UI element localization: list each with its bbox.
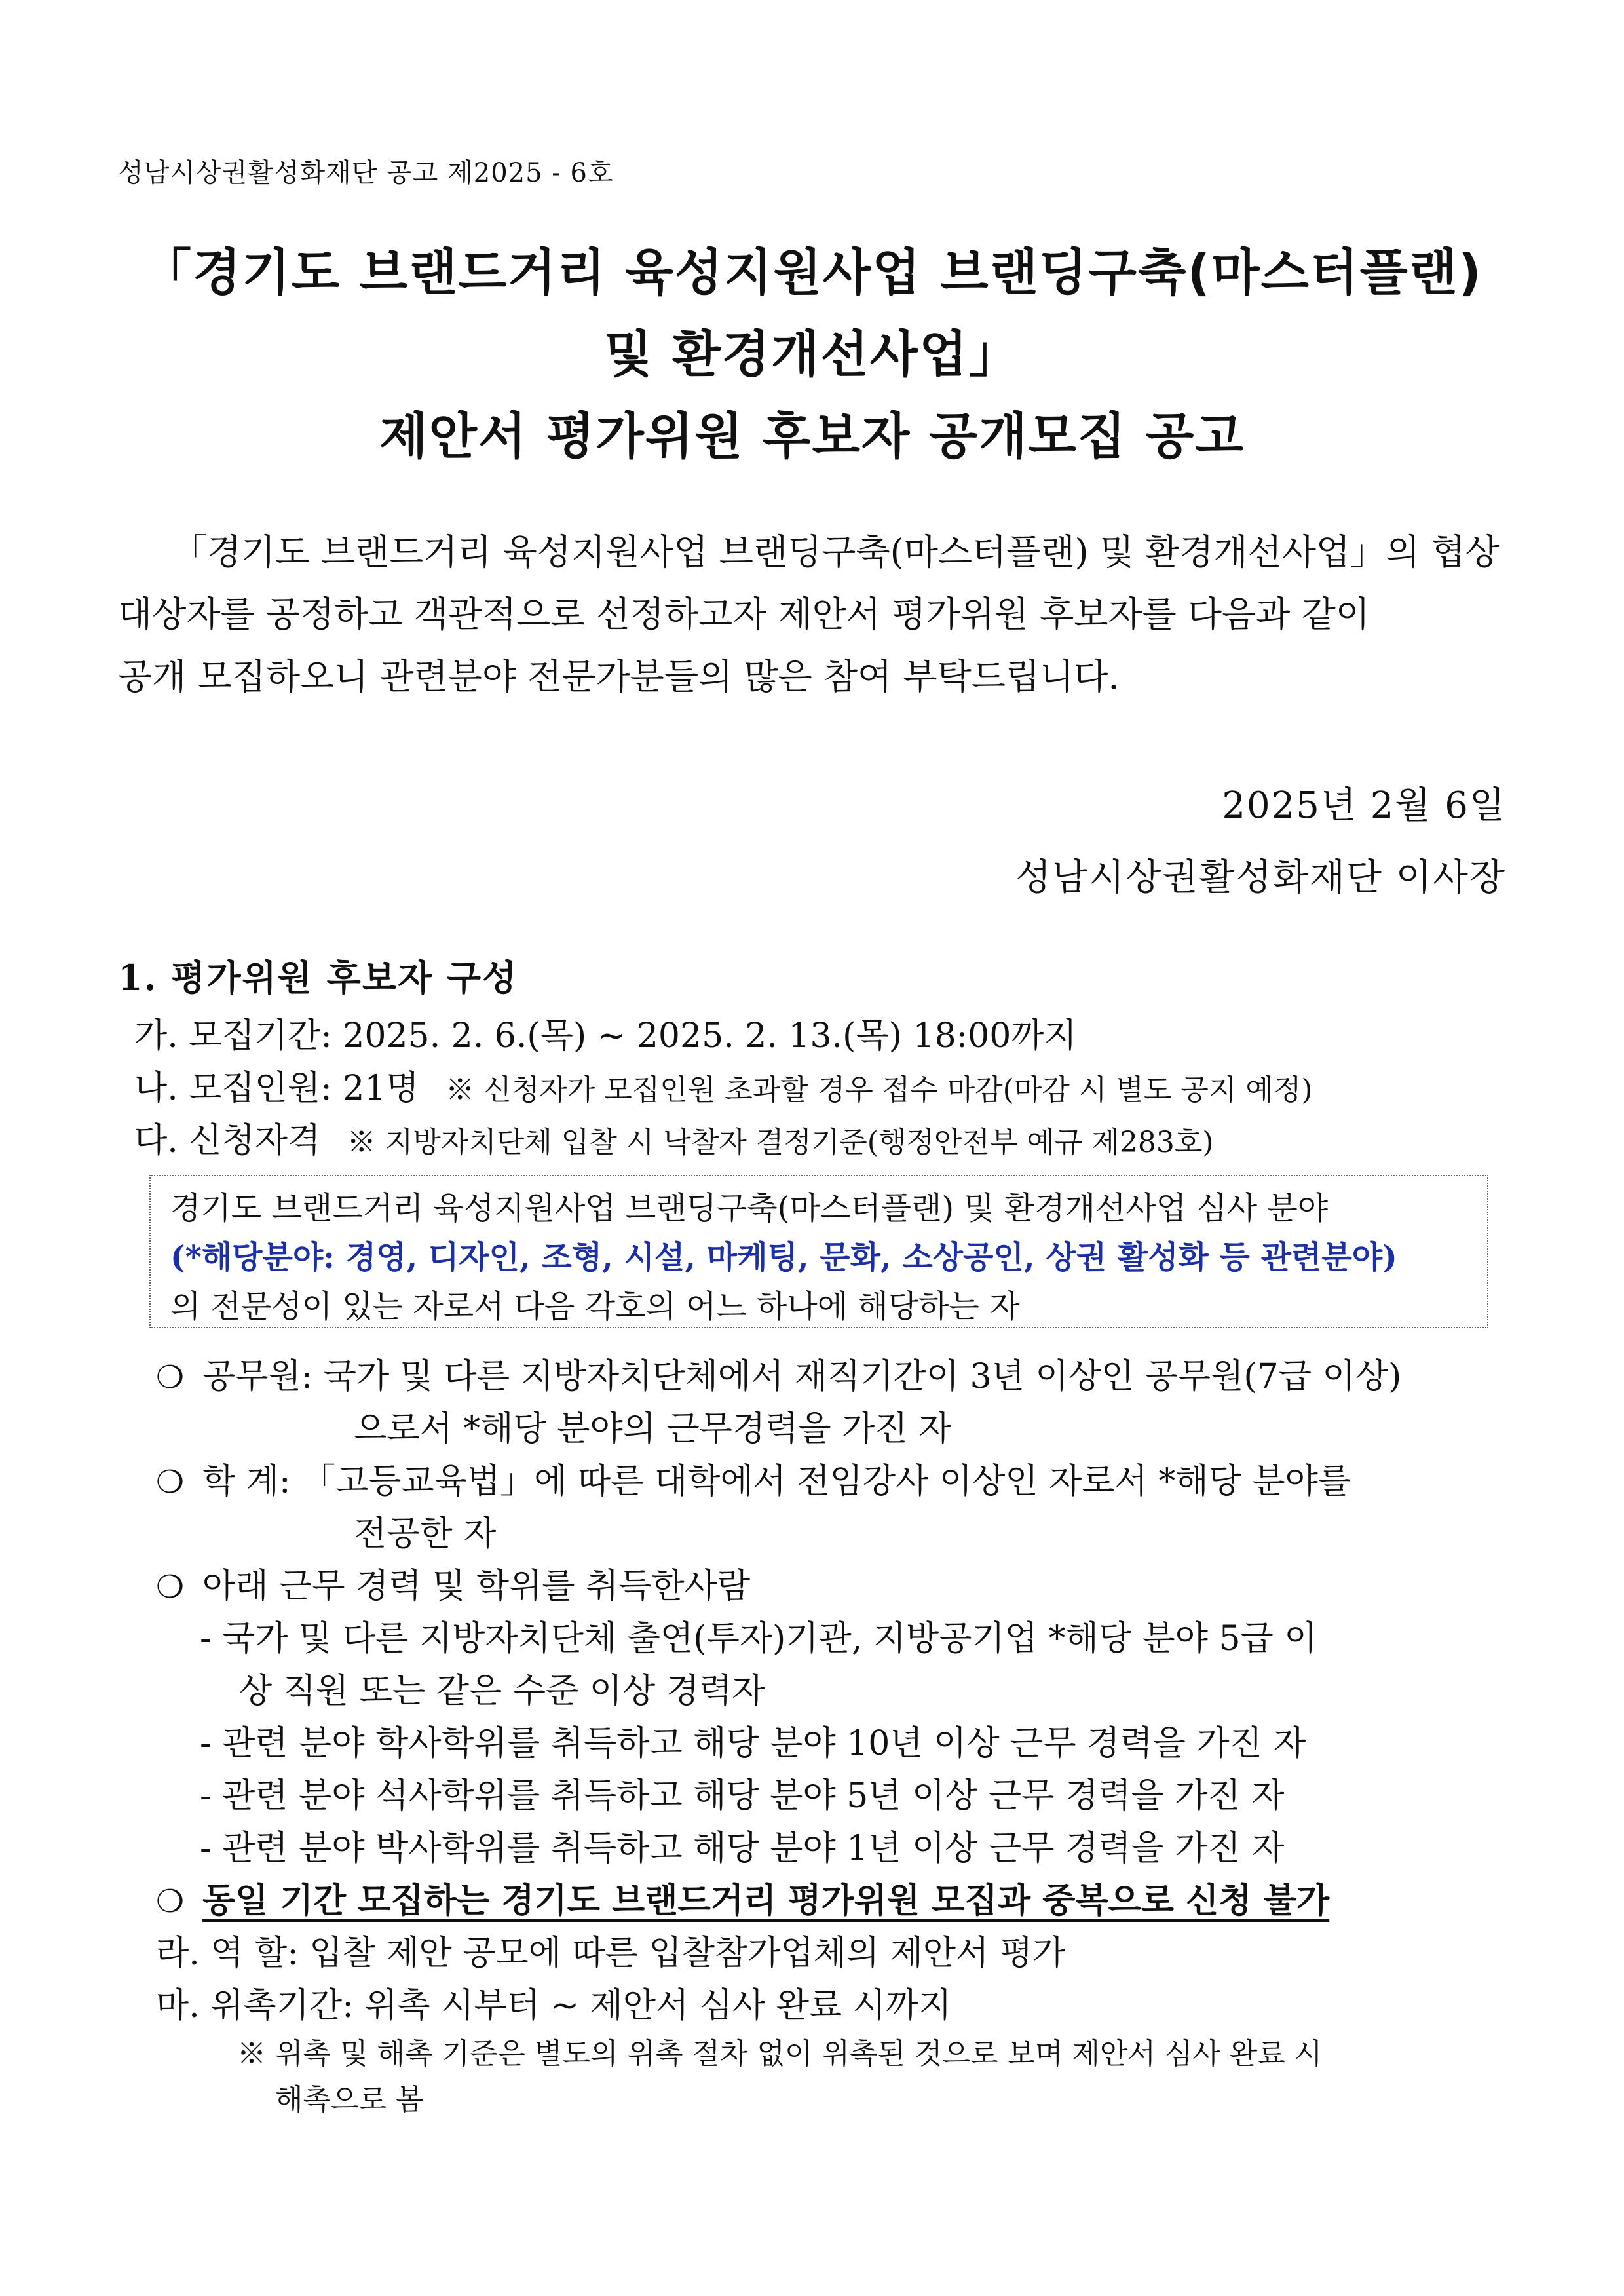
appointment-period: 마. 위촉기간: 위촉 시부터 ~ 제안서 심사 완료 시까지	[156, 1986, 952, 2025]
recruit-period: 가. 모집기간: 2025. 2. 6.(목) ~ 2025. 2. 13.(목) 18:00까지	[134, 1016, 1077, 1056]
sub-item-1-continuation: 상 직원 또는 같은 수준 이상 경력자	[239, 1672, 765, 1711]
box-line-1: 경기도 브랜드거리 육성지원사업 브랜딩구축(마스터플랜) 및 환경개선사업 심사 분야	[170, 1190, 1329, 1227]
bullet-1-text: 공무원: 국가 및 다른 지방자치단체에서 재직기간이 3년 이상인 공무원(7급 이상)	[202, 1357, 1402, 1396]
box-line-3: 의 전문성이 있는 자로서 다음 각호의 어느 하나에 해당하는 자	[170, 1288, 1020, 1325]
bullet-experience	[156, 1558, 750, 1607]
circle-bullet-icon: ❍	[156, 1359, 185, 1396]
intro-line-2: 대상자를 공정하고 객관적으로 선정하고자 제안서 평가위원 후보자를 다음과 같이	[118, 594, 1370, 635]
eligibility	[134, 1113, 1214, 1162]
section-1-heading: 1. 평가위원 후보자 구성	[118, 957, 518, 999]
sub-item-2: - 관련 분야 학사학위를 취득하고 해당 분야 10년 이상 근무 경력을 가진 자	[200, 1724, 1306, 1763]
issuer-name: 성남시상권활성화재단 이사장	[1015, 856, 1506, 899]
box-line-2-fields: (*해당분야: 경영, 디자인, 조형, 시설, 마케팅, 문화, 소상공인, 상권 활성화 등 관련분야)	[170, 1239, 1397, 1276]
eligibility-main: 다. 신청자격	[134, 1121, 321, 1160]
circle-bullet-icon: ❍	[156, 1883, 185, 1920]
bullet-duplicate-warning	[156, 1873, 1329, 1922]
circle-bullet-icon: ❍	[156, 1569, 185, 1605]
intro-line-1: 「경기도 브랜드거리 육성지원사업 브랜딩구축(마스터플랜) 및 환경개선사업」의 협상	[172, 531, 1500, 573]
bullet-1-continuation: 으로서 *해당 분야의 근무경력을 가진 자	[354, 1409, 952, 1449]
sub-item-3: - 관련 분야 석사학위를 취득하고 해당 분야 5년 이상 근무 경력을 가진 자	[200, 1776, 1285, 1816]
bullet-academia	[156, 1453, 1351, 1502]
circle-bullet-icon: ❍	[156, 1464, 185, 1501]
sub-item-4: - 관련 분야 박사학위를 취득하고 해당 분야 1년 이상 근무 경력을 가진 자	[200, 1829, 1285, 1868]
notice-date: 2025년 2월 6일	[1222, 784, 1506, 827]
title-line-3: 제안서 평가위원 후보자 공개모집 공고	[379, 407, 1245, 465]
bullet-4-text: 동일 기간 모집하는 경기도 브랜드거리 평가위원 모집과 중복으로 신청 불가	[202, 1881, 1330, 1921]
eligibility-box	[149, 1175, 1488, 1328]
recruit-count-main: 나. 모집인원: 21명	[134, 1069, 419, 1108]
appointment-note-line-1: ※ 위촉 및 해촉 기준은 별도의 위촉 절차 없이 위촉된 것으로 보며 제안서 심사 완료 시	[237, 2037, 1323, 2071]
title-line-2: 및 환경개선사업」	[604, 325, 1020, 383]
intro-line-3: 공개 모집하오니 관련분야 전문가분들의 많은 참여 부탁드립니다.	[118, 656, 1120, 697]
title-line-1: 「경기도 브랜드거리 육성지원사업 브랜딩구축(마스터플랜)	[142, 243, 1482, 301]
bullet-3-text: 아래 근무 경력 및 학위를 취득한사람	[202, 1567, 751, 1606]
sub-item-1: - 국가 및 다른 지방자치단체 출연(투자)기관, 지방공기업 *해당 분야 5급 이	[200, 1619, 1317, 1658]
eligibility-note: ※ 지방자치단체 입찰 시 낙찰자 결정기준(행정안전부 예규 제283호)	[347, 1126, 1214, 1159]
bullet-2-text: 학 계: 「고등교육법」에 따른 대학에서 전임강사 이상인 자로서 *해당 분야를	[202, 1462, 1351, 1501]
recruit-count-note: ※ 신청자가 모집인원 초과할 경우 접수 마감(마감 시 별도 공지 예정)	[445, 1073, 1313, 1107]
appointment-note-line-2: 해촉으로 봄	[275, 2083, 424, 2116]
bullet-civil-servant	[156, 1349, 1401, 1398]
role: 라. 역 할: 입찰 제안 공모에 따른 입찰참가업체의 제안서 평가	[156, 1934, 1066, 1973]
recruit-count	[134, 1060, 1313, 1109]
notice-number: 성남시상권활성화재단 공고 제2025 - 6호	[118, 158, 614, 188]
bullet-2-continuation: 전공한 자	[354, 1514, 497, 1554]
